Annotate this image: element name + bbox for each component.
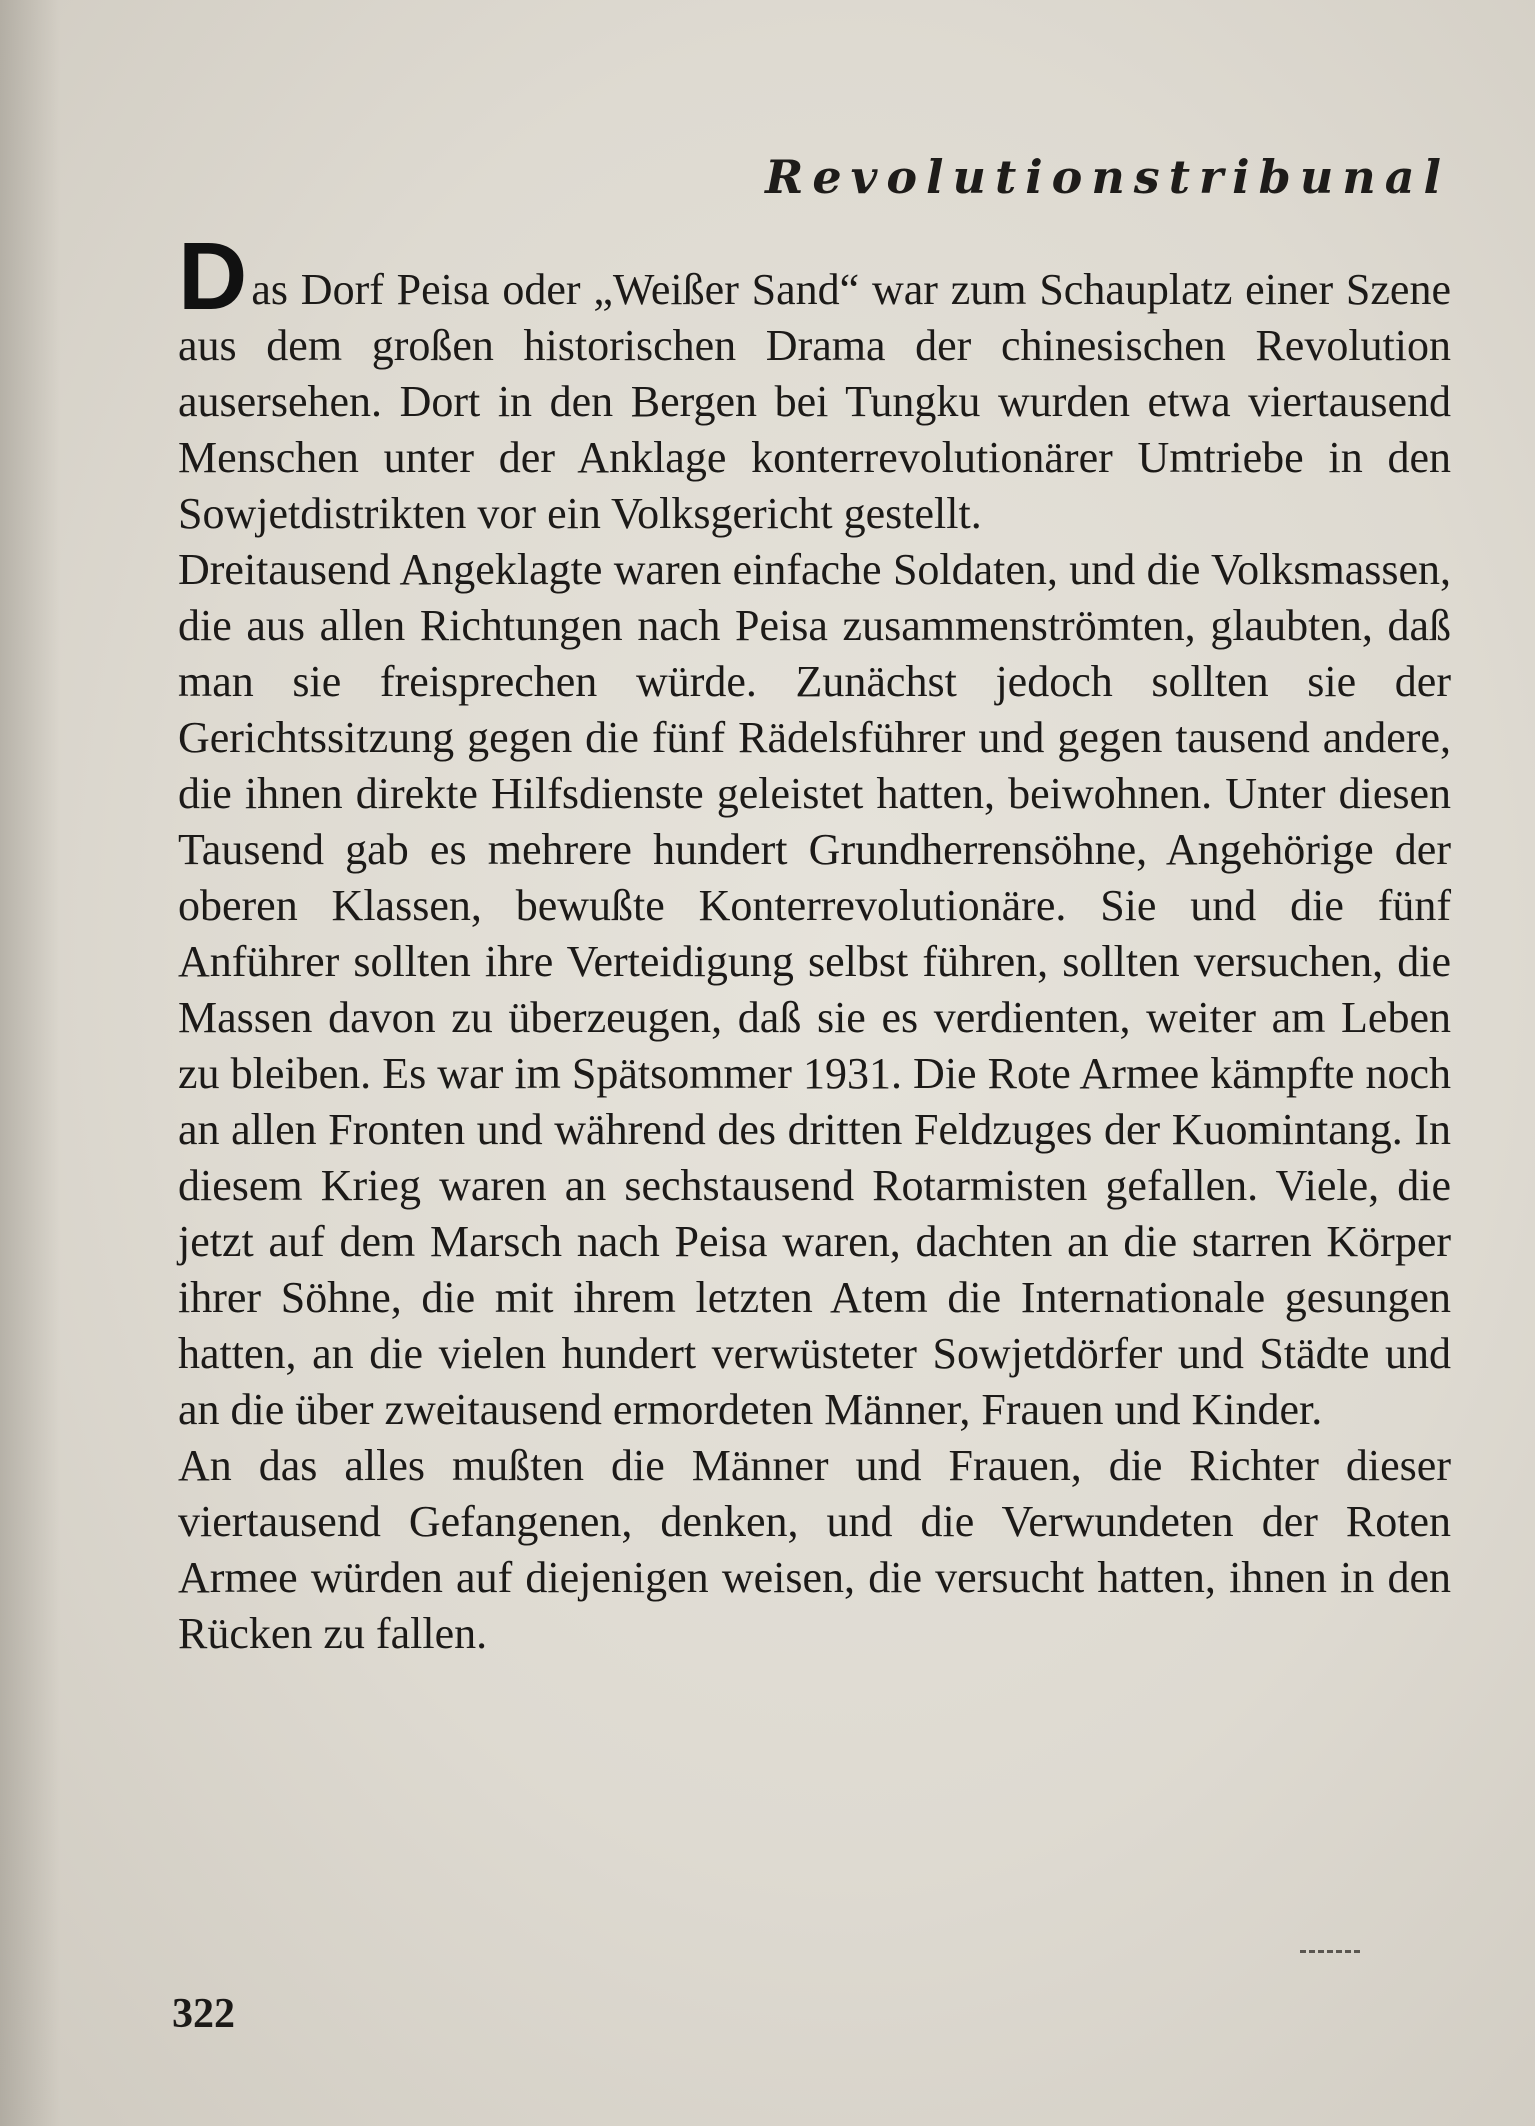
paragraph-3: An das alles mußten die Männer und Frauen, die Richter dieser viertausend Gefangenen, denken, und die Verwundeten der Roten Armee würden auf diejenigen weisen, die versucht hatten, ihnen in den Rücken zu fallen. xyxy=(178,1441,1451,1658)
page-edge-shadow xyxy=(0,0,60,2126)
paragraph-1-text: as Dorf Peisa oder „Weißer Sand“ war zum Schauplatz einer Szene aus dem großen historischen Drama der chinesischen Revolution ausersehen. Dort in den Bergen bei Tungku wurden etwa viertausend Menschen unter der Anklage konterrevolutionärer Umtriebe in den Sowjetdistrikten vor ein Volksgericht gestellt. xyxy=(178,265,1451,538)
body-text xyxy=(178,223,1451,1662)
paragraph-2: Dreitausend Angeklagte waren einfache Soldaten, und die Volksmassen, die aus allen Richtungen nach Peisa zusammenströmten, glaubten, daß man sie freisprechen würde. Zunächst jedoch sollten sie der Gerichtssitzung gegen die fünf Rädelsführer und gegen tausend andere, die ihnen direkte Hilfsdienste geleistet hatten, beiwohnen. Unter diesen Tausend gab es mehrere hundert Grundherrensöhne, Angehörige der oberen Klassen, bewußte Konterrevolutionäre. Sie und die fünf Anführer sollten ihre Verteidigung selbst führen, sollten versuchen, die Massen davon zu überzeugen, daß sie es verdienten, weiter am Leben zu bleiben. Es war im Spätsommer 1931. Die Rote Armee kämpfte noch an allen Fronten und während des dritten Feldzuges der Kuomintang. In diesem Krieg waren an sechstausend Rotarmisten gefallen. Viele, die jetzt auf dem Marsch nach Peisa waren, dachten an die starren Körper ihrer Söhne, die mit ihrem letzten Atem die Internationale gesungen hatten, an die vielen hundert verwüsteter Sowjetdörfer und Städte und an die über zweitausend ermordeten Männer, Frauen und Kinder. xyxy=(178,545,1451,1434)
paragraph-1 xyxy=(178,223,1451,542)
running-head: Revolutionstribunal xyxy=(765,150,1450,204)
page-number: 322 xyxy=(172,1991,235,2037)
end-mark xyxy=(1300,1950,1360,1956)
drop-cap: D xyxy=(178,223,248,330)
